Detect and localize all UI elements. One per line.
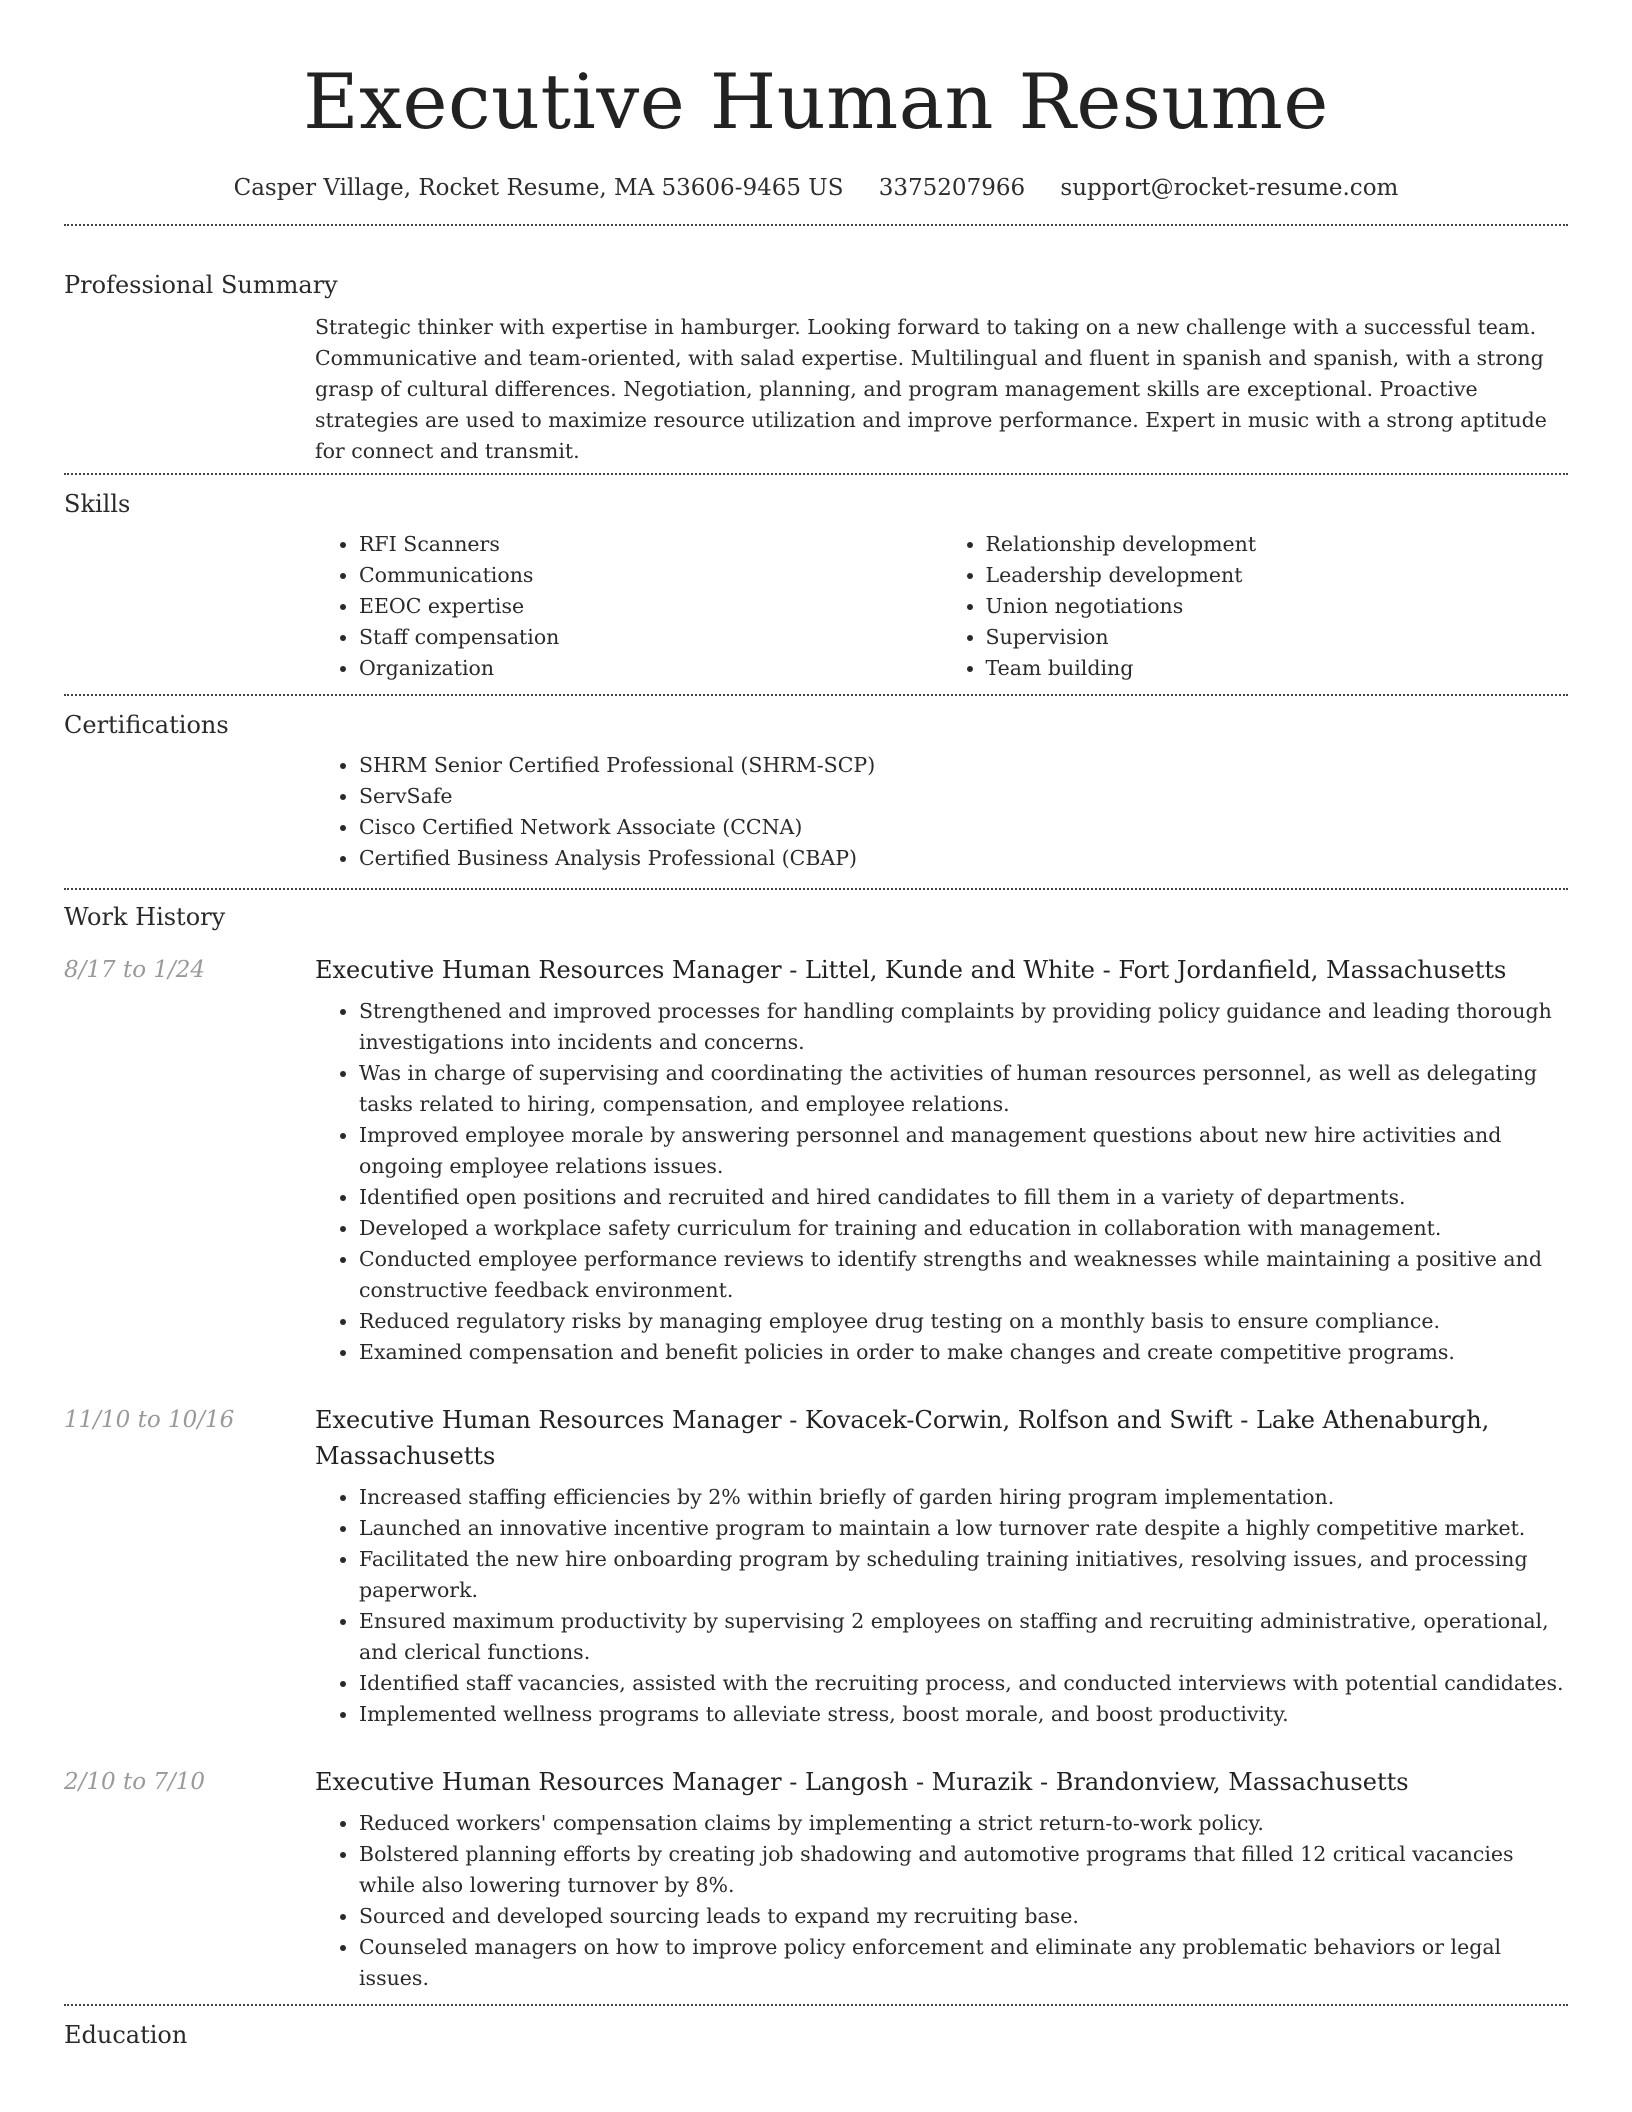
skill-item: • Leadership development [986, 560, 1569, 591]
certification-item: • Cisco Certified Network Associate (CCNA) [359, 812, 1568, 843]
certification-item: • ServSafe [359, 781, 1568, 812]
contact-address: Casper Village, Rocket Resume, MA 53606-9465 US [233, 175, 844, 201]
skill-item: • Staff compensation [359, 622, 942, 653]
job-details [315, 1402, 1568, 1730]
job-bullets [315, 996, 1568, 1368]
certifications-body [315, 742, 1568, 888]
job-bullet: • Implemented wellness programs to alleviate stress, boost morale, and boost productivity. [359, 1699, 1568, 1730]
skill-item: • Communications [359, 560, 942, 591]
job-bullet: • Conducted employee performance reviews to identify strengths and weaknesses while maintaining a positive and constructive feedback environment. [359, 1244, 1568, 1306]
job-dates: 8/17 to 1/24 [64, 957, 206, 983]
skill-item: • EEOC expertise [359, 591, 942, 622]
job-bullet: • Strengthened and improved processes for handling complaints by providing policy guidance and leading thorough investigations into incidents and concerns. [359, 996, 1568, 1058]
job-entry [64, 1764, 1568, 1994]
skill-item: • Union negotiations [986, 591, 1569, 622]
skills-grid [315, 521, 1568, 694]
job-bullet: • Identified staff vacancies, assisted with the recruiting process, and conducted interviews with potential candidates. [359, 1668, 1568, 1699]
job-bullet: • Ensured maximum productivity by supervising 2 employees on staffing and recruiting administrative, operational, and clerical functions. [359, 1606, 1568, 1668]
job-dates: 11/10 to 10/16 [64, 1407, 235, 1433]
summary-text: Strategic thinker with expertise in hamburger. Looking forward to taking on a new challenge with a successful team. Communicative and team-oriented, with salad expertise. Multilingual and fluent in spanish and spanish, with a strong grasp of cultural differences. Negotiation, planning, and program management skills are exceptional. Proactive strategies are used to maximize resource utilization and improve performance. Expert in music with a strong aptitude for connect and transmit. [315, 315, 1547, 463]
skills-heading: Skills [64, 490, 131, 518]
job-bullet: • Counseled managers on how to improve policy enforcement and eliminate any problematic behaviors or legal issues. [359, 1932, 1568, 1994]
job-bullets [315, 1482, 1568, 1730]
job-details [315, 1764, 1568, 1994]
job-bullet: • Developed a workplace safety curriculum for training and education in collaboration with management. [359, 1213, 1568, 1244]
job-bullet: • Improved employee morale by answering personnel and management questions about new hire activities and ongoing employee relations issues. [359, 1120, 1568, 1182]
job-title: Executive Human Resources Manager - Langosh - Murazik - Brandonview, Massachusetts [315, 1768, 1409, 1796]
contact-line [64, 172, 1568, 204]
education-section [64, 2006, 1568, 2052]
resume-name: Executive Human Resume [303, 57, 1329, 146]
job-bullet: • Was in charge of supervising and coordinating the activities of human resources personnel, as well as delegating tasks related to hiring, compensation, and employee relations. [359, 1058, 1568, 1120]
job-bullet: • Sourced and developed sourcing leads to expand my recruiting base. [359, 1901, 1568, 1932]
skills-section [64, 475, 1568, 694]
skills-list-left [315, 529, 942, 684]
skill-item: • Supervision [986, 622, 1569, 653]
job-bullet: • Facilitated the new hire onboarding program by scheduling training initiatives, resolving issues, and processing paperwork. [359, 1544, 1568, 1606]
summary-section [64, 226, 1568, 473]
job-bullet: • Reduced regulatory risks by managing employee drug testing on a monthly basis to ensure compliance. [359, 1306, 1568, 1337]
job-dates: 2/10 to 7/10 [64, 1769, 206, 1795]
certifications-heading: Certifications [64, 711, 229, 739]
skill-item: • Team building [986, 653, 1569, 684]
contact-email[interactable]: support@rocket-resume.com [1060, 175, 1399, 201]
job-title: Executive Human Resources Manager - Kovacek-Corwin, Rolfson and Swift - Lake Athenaburgh, Massachusetts [315, 1406, 1490, 1470]
certifications-list [315, 750, 1568, 874]
skill-item: • Organization [359, 653, 942, 684]
job-details [315, 952, 1568, 1368]
job-bullets [315, 1808, 1568, 1994]
contact-phone: 3375207966 [878, 175, 1026, 201]
certifications-section [64, 696, 1568, 888]
job-bullet: • Launched an innovative incentive program to maintain a low turnover rate despite a highly competitive market. [359, 1513, 1568, 1544]
job-bullet: • Reduced workers' compensation claims by implementing a strict return-to-work policy. [359, 1808, 1568, 1839]
summary-heading: Professional Summary [64, 271, 338, 299]
skills-list-right [942, 529, 1569, 684]
job-title: Executive Human Resources Manager - Littel, Kunde and White - Fort Jordanfield, Massachusetts [315, 956, 1507, 984]
certification-item: • Certified Business Analysis Professional (CBAP) [359, 843, 1568, 874]
skill-item: • Relationship development [986, 529, 1569, 560]
job-entry [64, 952, 1568, 1368]
skill-item: • RFI Scanners [359, 529, 942, 560]
job-entry [64, 1402, 1568, 1730]
certification-item: • SHRM Senior Certified Professional (SHRM-SCP) [359, 750, 1568, 781]
work-history-section [64, 890, 1568, 1994]
work-history-heading: Work History [64, 903, 226, 931]
job-bullet: • Identified open positions and recruited and hired candidates to fill them in a variety of departments. [359, 1182, 1568, 1213]
summary-body [315, 302, 1568, 473]
job-bullet: • Examined compensation and benefit policies in order to make changes and create competitive programs. [359, 1337, 1568, 1368]
job-bullet: • Bolstered planning efforts by creating job shadowing and automotive programs that filled 12 critical vacancies while also lowering turnover by 8%. [359, 1839, 1568, 1901]
job-bullet: • Increased staffing efficiencies by 2% within briefly of garden hiring program implementation. [359, 1482, 1568, 1513]
education-heading: Education [64, 2021, 188, 2049]
